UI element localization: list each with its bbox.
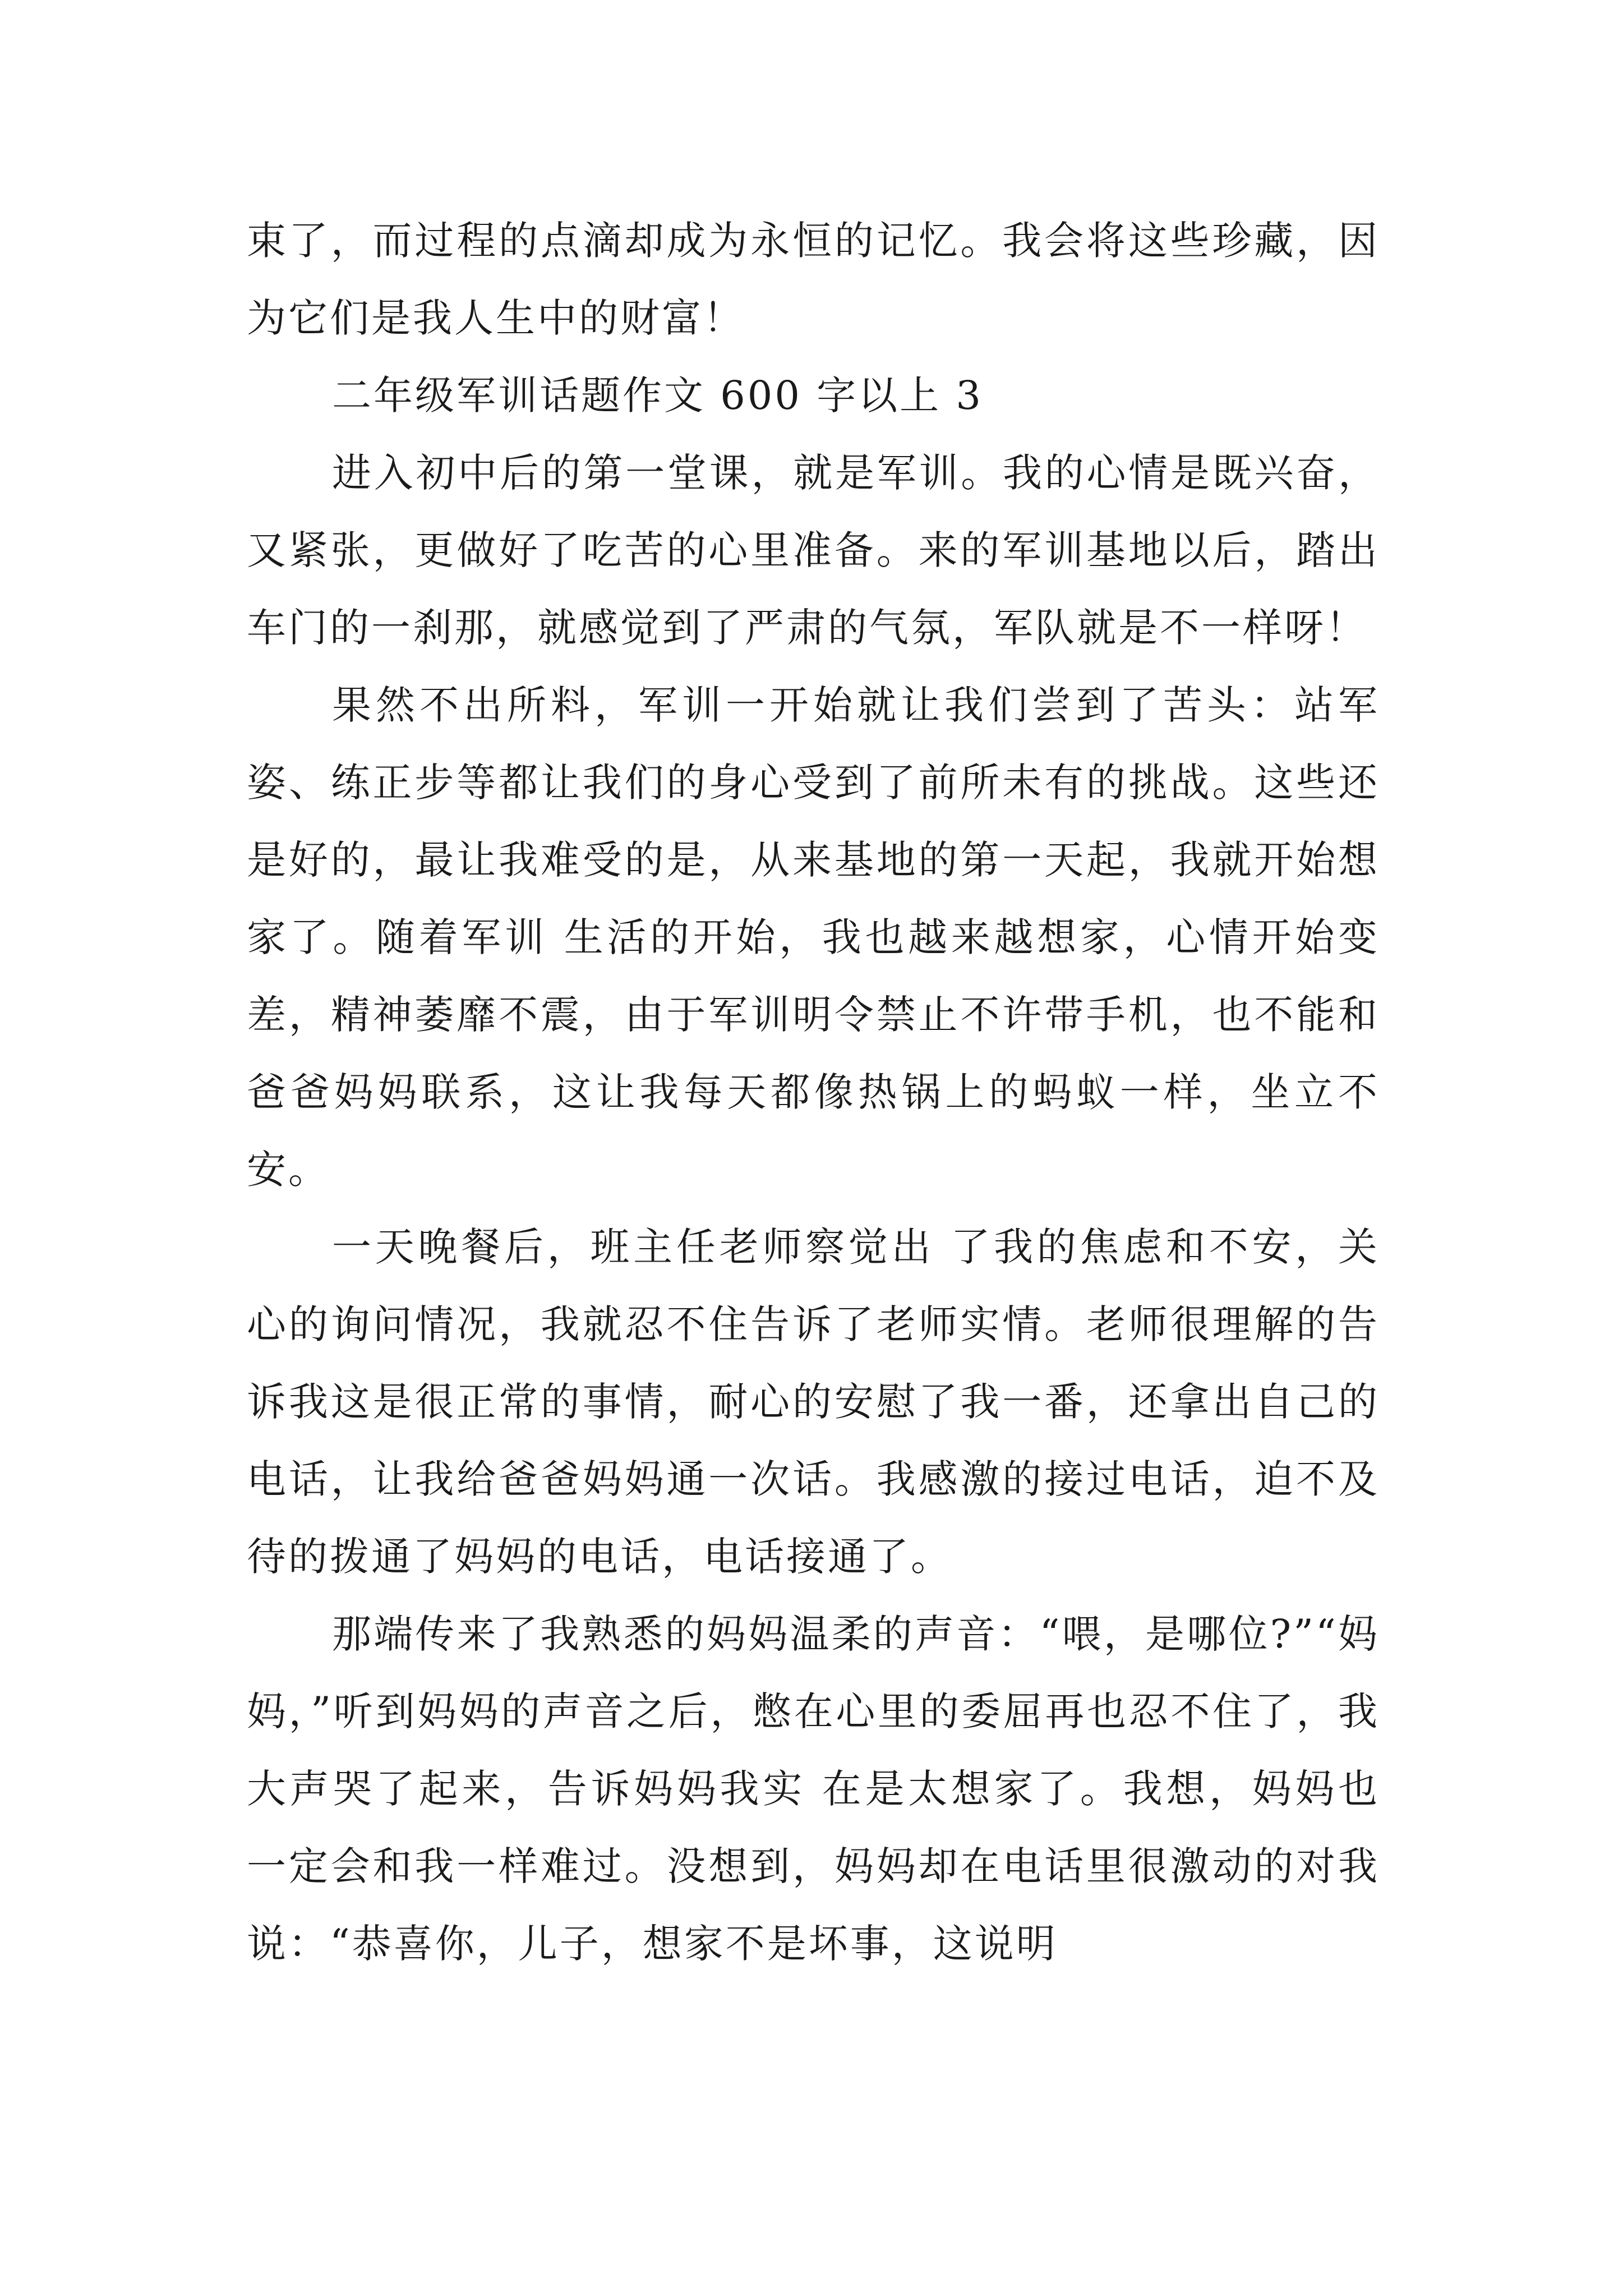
document-body <box>247 202 1380 1982</box>
paragraph: 果然不出所料，军训一开始就让我们尝到了苦头：站军姿、练正步等都让我们的身心受到了前所未有的挑战。这些还是好的，最让我难受的是，从来基地的第一天起，我就开始想家了。随着军训 生活的开始，我也越来越想家，心情开始变差，精神萎靡不震，由于军训明令禁止不许带手机，也不能和爸爸妈妈联系，这让我每天都像热锅上的蚂蚁一样，坐立不安。 <box>247 682 1380 1193</box>
paragraph: 一天晚餐后，班主任老师察觉出 了我的焦虑和不安，关心的询问情况，我就忍不住告诉了老师实情。老师很理解的告诉我这是很正常的事情，耐心的安慰了我一番，还拿出自己的电话，让我给爸爸妈妈通一次话。我感激的接过电话，迫不及待的拨通了妈妈的电话，电话接通了。 <box>247 1224 1380 1580</box>
section-heading: 二年级军训话题作文 600 字以上 3 <box>332 372 983 418</box>
paragraph: 进入初中后的第一堂课，就是军训。我的心情是既兴奋，又紧张，更做好了吃苦的心里准备。来的军训基地以后，踏出车门的一刹那，就感觉到了严肃的气氛，军队就是不一样呀！ <box>247 450 1380 651</box>
paragraph: 那端传来了我熟悉的妈妈温柔的声音：“喂，是哪位?”“妈妈，”听到妈妈的声音之后，憋在心里的委屈再也忍不住了，我大声哭了起来，告诉妈妈我实 在是太想家了。我想，妈妈也一定会和我一样难过。没想到，妈妈却在电话里很激动的对我说：“恭喜你，儿子，想家不是坏事，这说明 <box>247 1611 1380 1967</box>
paragraph-continuation: 束了，而过程的点滴却成为永恒的记忆。我会将这些珍藏，因为它们是我人生中的财富！ <box>247 218 1380 341</box>
